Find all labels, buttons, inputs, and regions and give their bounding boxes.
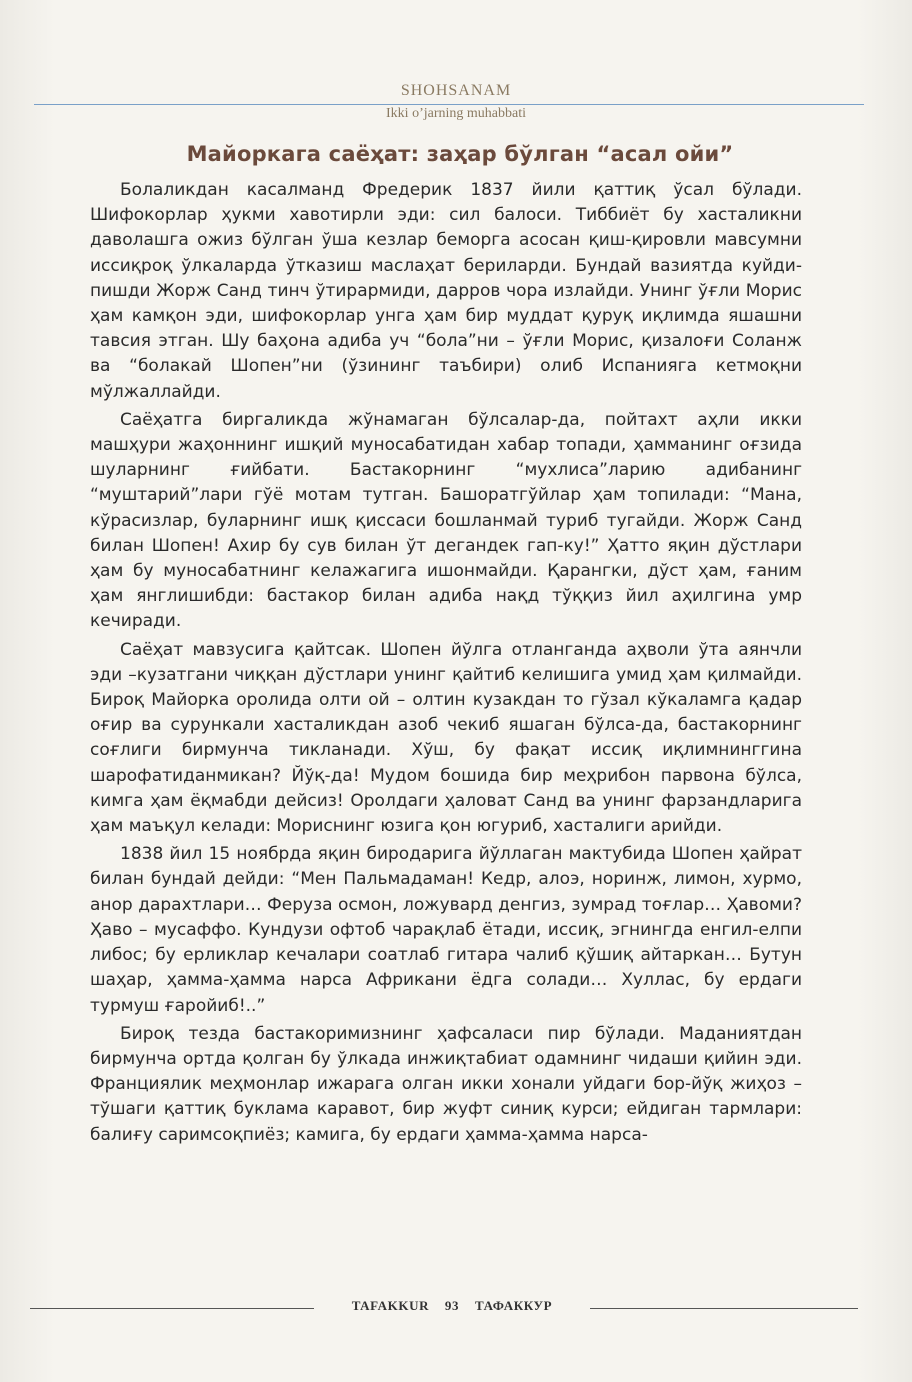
footer-label: [320, 1298, 584, 1314]
article-title: Майоркага саёҳат: заҳар бўлган “асал ойи”: [186, 142, 734, 166]
footer-label-latin: TAFAKKUR: [351, 1298, 430, 1313]
footer-rule-right: [590, 1308, 858, 1309]
paragraph: Болаликдан касалманд Фредерик 1837 йили қаттиқ ўсал бўлади. Шифокорлар ҳукми хавотирли эди: сил балоси. Тиббиёт бу хасталикни даволашга ожиз бўлган ўша кезлар беморга асосан қиш-қировли мавсумни иссиқроқ ўлкаларда ўтказиш маслаҳат бериларди. Бундай вазиятда куйди-пишди Жорж Санд тинч ўтирармиди, дарров чора излайди. Унинг ўғли Морис ҳам камқон эди, шифокорлар унга ҳам бир муддат қуруқ иқлимда яшашни тавсия этган. Шу баҳона адиба уч “бола”ни – ўғли Морис, қизалоғи Соланж ва “болакай Шопен”ни (ўзининг таъбири) олиб Испанияга кетмоқни мўлжаллайди.: [90, 180, 802, 402]
paragraph: Саёҳат мавзусига қайтсак. Шопен йўлга отланганда аҳволи ўта аянчли эди –кузатгани чиққан дўстлари унинг қайтиб келишига умид ҳам қилмайди. Бироқ Майорка оролида олти ой – олтин кузакдан то гўзал кўкаламга қадар оғир ва сурункали хасталикдан азоб чекиб яшаган бўлса-да, бастакорнинг соғлиги бирмунча тикланади. Хўш, бу фақат иссиқ иқлимнинггина шарофатиданмикан? Йўқ-да! Мудом бошида бир меҳрибон парвона бўлса, кимга ҳам ёқмабди дейсиз! Оролдаги ҳаловат Санд ва унинг фарзандларига ҳам маъқул келади: Мориснинг юзига қон югуриб, хасталиги арийди.: [90, 639, 802, 837]
running-head: [0, 82, 912, 100]
paragraph: Бироқ тезда бастакоримизнинг ҳафсаласи пир бўлади. Маданиятдан бирмунча ортда қолган бу ўлкада инжиқтабиат одамнинг чидаши қийин эди. Франциялик меҳмонлар ижарага олган икки хонали уйдаги бор-йўқ жиҳоз – тўшаги қаттиқ буклама каравот, бир жуфт синиқ курси; ейдиган тармлари: балиғу саримсоқпиёз; камига, бу ердаги ҳамма-ҳамма нарса-: [90, 1023, 802, 1145]
section-title: Ikki o’jarning muhabbati: [386, 106, 526, 121]
footer-rule-left: [30, 1308, 314, 1309]
footer-label-cyrillic: ТАФАККУР: [474, 1298, 553, 1313]
article-body: [90, 178, 802, 1151]
header-divider: [34, 104, 864, 105]
paragraph: 1838 йил 15 ноябрда яқин биродарига йўллаган мактубида Шопен ҳайрат билан бундай дейди: “Мен Пальмадаман! Кедр, алоэ, норинж, лимон, хурмо, анор дарахтлари… Феруза осмон, ложувард денгиз, зумрад тоғлар… Ҳавоми? Ҳаво – мусаффо. Кундузи офтоб чарақлаб ётади, иссиқ, эгнингда енгил-елпи либос; бу ерликлар кечалари соатлаб гитара чалиб қўшиқ айтаркан… Бутун шаҳар, ҳамма-ҳамма нарса Африкани ёдга солади… Хуллас, бу ердаги турмуш ғаройиб!..”: [90, 844, 802, 1016]
page-number: 93: [444, 1298, 460, 1313]
paragraph: Саёҳатга биргаликда жўнамаган бўлсалар-да, пойтахт аҳли икки машҳури жаҳоннинг ишқий муносабатидан хабар топади, ҳамманинг оғзида шуларнинг ғийбати. Бастакорнинг “мухлиса”ларию адибанинг “муштарий”лари гўё мотам тутган. Башоратгўйлар ҳам топилади: “Мана, кўрасизлар, буларнинг ишқ қиссаси бошланмай туриб тугайди. Жорж Санд билан Шопен! Ахир бу сув билан ўт дегандек гап-ку!” Ҳатто яқин дўстлари ҳам бу муносабатнинг келажагига ишонмайди. Қарангки, дўст ҳам, ғаним ҳам янглишибди: бастакор билан адиба нақд тўққиз йил аҳилгина умр кечиради.: [90, 409, 802, 632]
page-footer: [0, 1298, 912, 1322]
magazine-name: SHOHSANAM: [400, 82, 512, 99]
